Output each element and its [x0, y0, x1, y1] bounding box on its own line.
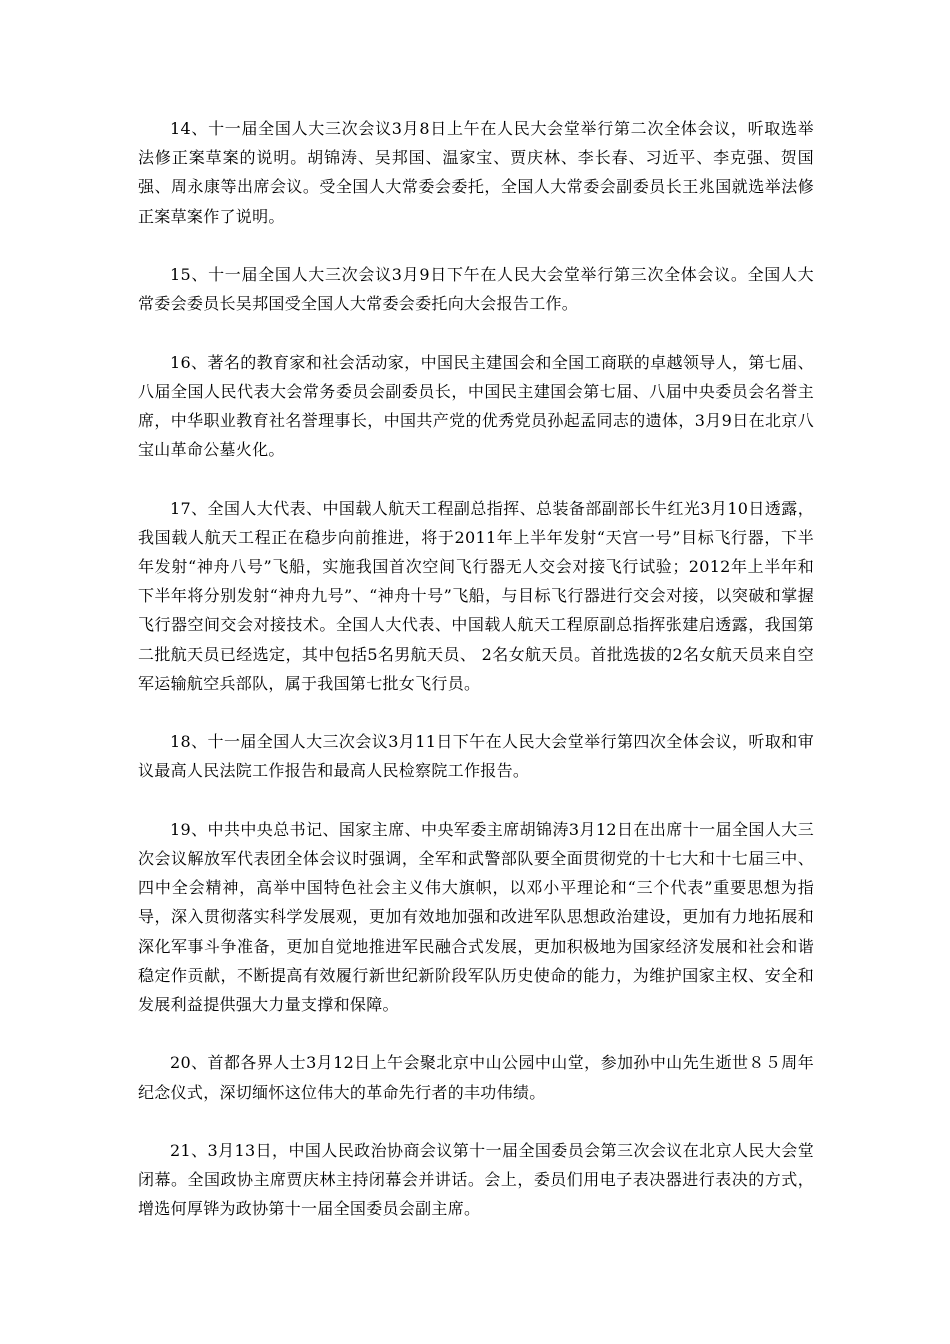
paragraph-18: 18、十一届全国人大三次会议3月11日下午在人民大会堂举行第四次全体会议，听取和审议最高人民法院工作报告和最高人民检察院工作报告。	[138, 732, 814, 781]
document-body	[138, 114, 814, 1253]
paragraph-20: 20、首都各界人士3月12日上午会聚北京中山公园中山堂，参加孙中山先生逝世８５周年纪念仪式，深切缅怀这位伟大的革命先行者的丰功伟绩。	[138, 1053, 814, 1102]
paragraph-19: 19、中共中央总书记、国家主席、中央军委主席胡锦涛3月12日在出席十一届全国人大三次会议解放军代表团全体会议时强调，全军和武警部队要全面贯彻党的十七大和十七届三中、四中全会精神，高举中国特色社会主义伟大旗帜，以邓小平理论和“三个代表”重要思想为指导，深入贯彻落实科学发展观，更加有效地加强和改进军队思想政治建设，更加有力地拓展和深化军事斗争准备，更加自觉地推进军民融合式发展，更加积极地为国家经济发展和社会和谐稳定作贡献，不断提高有效履行新世纪新阶段军队历史使命的能力，为维护国家主权、安全和发展利益提供强大力量支撑和保障。	[138, 819, 814, 1015]
paragraph-16: 16、著名的教育家和社会活动家，中国民主建国会和全国工商联的卓越领导人，第七届、八届全国人民代表大会常务委员会副委员长，中国民主建国会第七届、八届中央委员会名誉主席，中华职业教育社名誉理事长，中国共产党的优秀党员孙起孟同志的遗体，3月9日在北京八宝山革命公墓火化。	[138, 352, 814, 460]
paragraph-14: 14、十一届全国人大三次会议3月8日上午在人民大会堂举行第二次全体会议，听取选举法修正案草案的说明。胡锦涛、吴邦国、温家宝、贾庆林、李长春、习近平、李克强、贺国强、周永康等出席会议。受全国人大常委会委托，全国人大常委会副委员长王兆国就选举法修正案草案作了说明。	[138, 119, 814, 226]
paragraph-15: 15、十一届全国人大三次会议3月9日下午在人民大会堂举行第三次全体会议。全国人大常委会委员长吴邦国受全国人大常委会委托向大会报告工作。	[138, 265, 814, 314]
paragraph-17: 17、全国人大代表、中国载人航天工程副总指挥、总装备部副部长牛红光3月10日透露，我国载人航天工程正在稳步向前推进，将于2011年上半年发射“天宫一号”目标飞行器，下半年发射“神舟八号”飞船，实施我国首次空间飞行器无人交会对接飞行试验；2012年上半年和下半年将分别发射“神舟九号”、“神舟十号”飞船，与目标飞行器进行交会对接，以突破和掌握飞行器空间交会对接技术。全国人大代表、中国载人航天工程原副总指挥张建启透露，我国第二批航天员已经选定，其中包括5名男航天员、 2名女航天员。首批选拔的2名女航天员来自空军运输航空兵部队，属于我国第七批女飞行员。	[138, 498, 814, 693]
paragraph-21: 21、3月13日，中国人民政治协商会议第十一届全国委员会第三次会议在北京人民大会堂闭幕。全国政协主席贾庆林主持闭幕会并讲话。会上，委员们用电子表决器进行表决的方式，增选何厚铧为政协第十一届全国委员会副主席。	[138, 1141, 814, 1219]
